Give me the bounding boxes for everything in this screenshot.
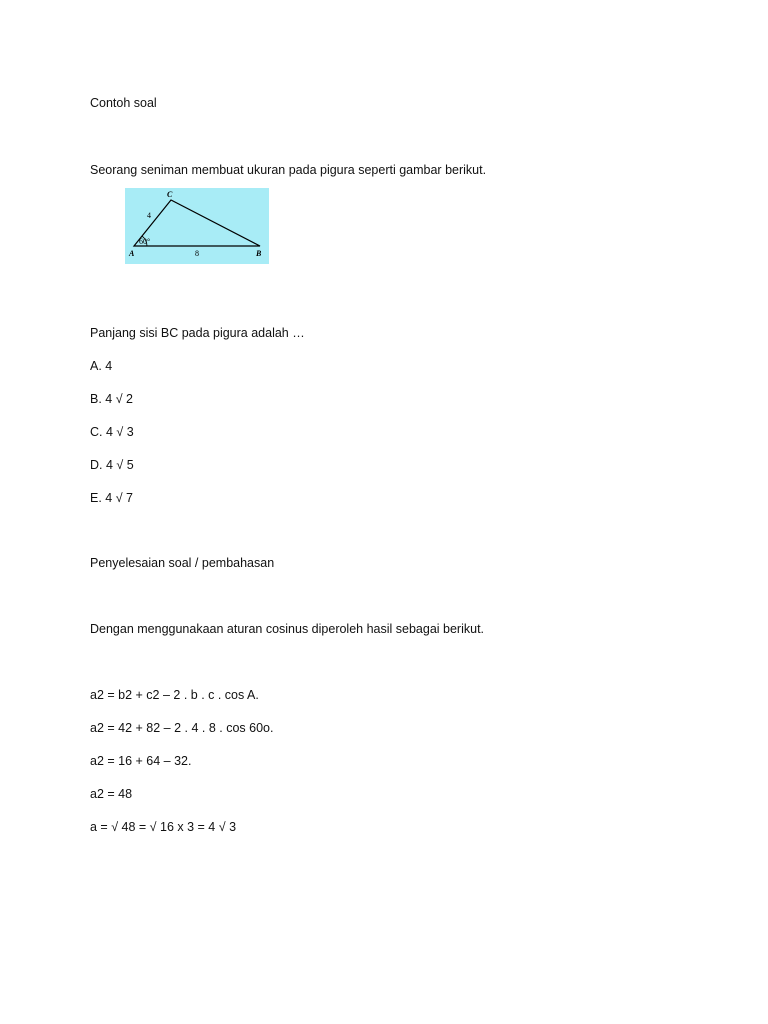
option-e: E. 4 √ 7 [90, 491, 133, 505]
triangle-figure [125, 188, 269, 264]
section-heading-example: Contoh soal [90, 96, 157, 110]
option-d: D. 4 √ 5 [90, 458, 134, 472]
side-ab-label: 8 [195, 249, 199, 258]
solution-step: a = √ 48 = √ 16 x 3 = 4 √ 3 [90, 820, 237, 834]
solution-step: a2 = 16 + 64 – 32. [90, 754, 192, 768]
triangle-shape [134, 200, 260, 246]
solution-step: a2 = 48 [90, 787, 133, 801]
vertex-a-label: A [129, 249, 135, 258]
option-a: A. 4 [90, 359, 113, 373]
angle-a-label: 60° [139, 237, 151, 246]
question-text: Panjang sisi BC pada pigura adalah … [90, 326, 305, 340]
vertex-b-label: B [256, 249, 262, 258]
solution-step: a2 = 42 + 82 – 2 . 4 . 8 . cos 60o. [90, 721, 274, 735]
option-c: C. 4 √ 3 [90, 425, 134, 439]
solution-step: a2 = b2 + c2 – 2 . b . c . cos A. [90, 688, 259, 702]
vertex-c-label: C [167, 190, 173, 199]
triangle-diagram [125, 188, 269, 264]
option-b: B. 4 √ 2 [90, 392, 133, 406]
problem-intro: Seorang seniman membuat ukuran pada pigura seperti gambar berikut. [90, 163, 487, 177]
solution-heading: Penyelesaian soal / pembahasan [90, 556, 275, 570]
side-ac-label: 4 [147, 211, 151, 220]
solution-intro: Dengan menggunakaan aturan cosinus diperoleh hasil sebagai berikut. [90, 622, 485, 636]
